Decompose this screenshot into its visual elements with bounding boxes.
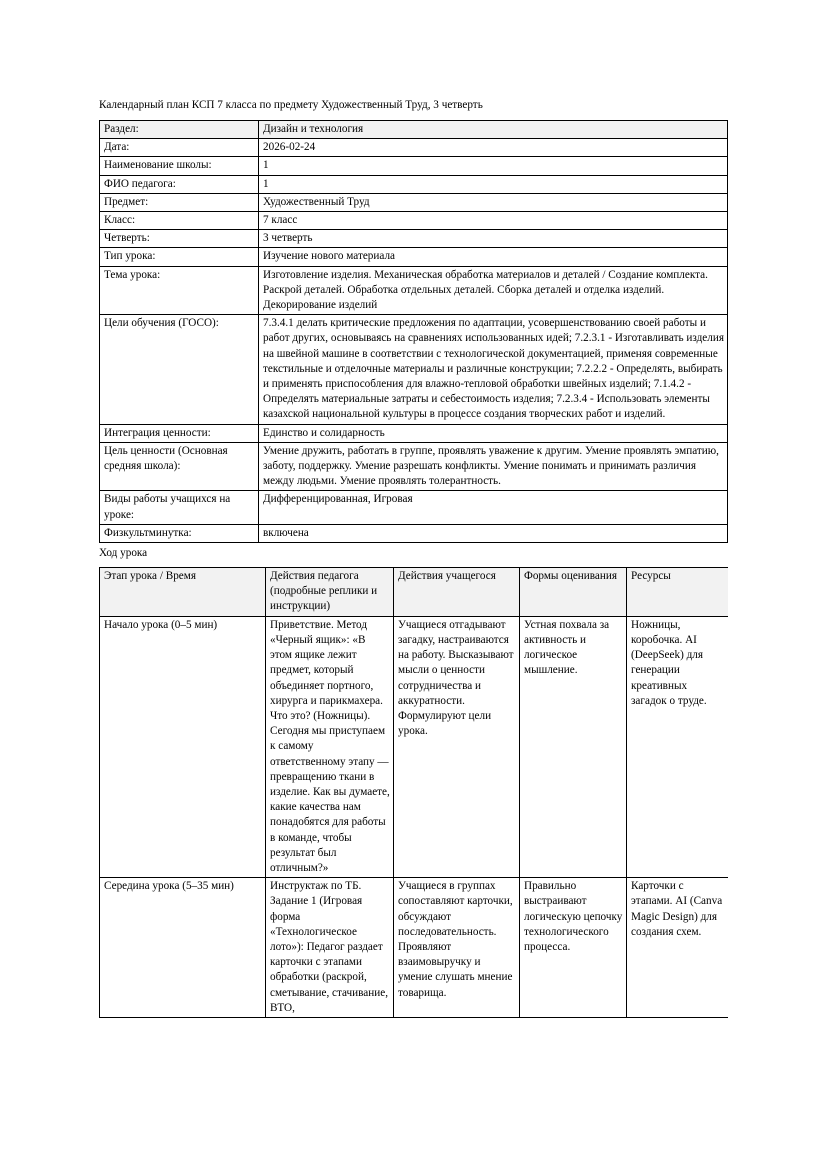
table-row <box>100 878 729 1018</box>
cell-stage: Начало урока (0–5 мин) <box>100 616 266 877</box>
column-header-resources: Ресурсы <box>627 568 729 617</box>
info-value: Дизайн и технология <box>259 121 728 139</box>
cell-student-actions: Учащиеся в группах сопоставляют карточки, обсуждают последовательность. Проявляют взаимовыручку и умение слушать мнение товарища. <box>394 878 520 1018</box>
table-row <box>100 121 728 139</box>
info-label: Раздел: <box>100 121 259 139</box>
table-row <box>100 248 728 266</box>
lesson-flow-table <box>99 567 728 1018</box>
lesson-info-body <box>100 121 728 543</box>
column-header-stage: Этап урока / Время <box>100 568 266 617</box>
info-value: 7 класс <box>259 212 728 230</box>
info-value: Изготовление изделия. Механическая обработка материалов и деталей / Создание комплекта. Раскрой деталей. Обработка отдельных деталей. Сборка деталей и отделка изделий. Декорирование изделий <box>259 266 728 315</box>
info-label: Тип урока: <box>100 248 259 266</box>
section-caption-lesson-flow: Ход урока <box>99 547 148 560</box>
cell-student-actions: Учащиеся отгадывают загадку, настраиваются на работу. Высказывают мысли о ценности сотрудничества и аккуратности. Формулируют цели урока. <box>394 616 520 877</box>
table-row <box>100 193 728 211</box>
info-label: Тема урока: <box>100 266 259 315</box>
info-label: Четверть: <box>100 230 259 248</box>
table-row <box>100 491 728 524</box>
table-row <box>100 230 728 248</box>
info-label: Интеграция ценности: <box>100 424 259 442</box>
table-row <box>100 524 728 542</box>
cell-teacher-actions: Инструктаж по ТБ. Задание 1 (Игровая форма «Технологическое лото»): Педагог раздает карточки с этапами обработки (раскрой, сметывание, стачивание, ВТО, <box>266 878 394 1018</box>
cell-resources: Карточки с этапами. AI (Canva Magic Design) для создания схем. <box>627 878 729 1018</box>
info-label: Виды работы учащихся на уроке: <box>100 491 259 524</box>
info-value: 7.3.4.1 делать критические предложения по адаптации, усовершенствованию своей работы и работ других, основываясь на сравнениях использованных идей; 7.2.3.1 - Изготавливать изделия на швейной машине в соответствии с технологической документацией, применяя современные текстильные и отделочные материалы и различные конструкции; 7.2.2.2 - Определять, выбирать и применять приспособления для влажно-тепловой обработки швейных изделий; 7.1.4.2 - Определять материальные затраты и себестоимость изделия; 7.2.3.4 - Использовать элементы казахской национальной культуры в процессе создания творческих работ и изделий. <box>259 315 728 424</box>
table-row <box>100 442 728 491</box>
table-header-row <box>100 568 729 617</box>
info-value: 1 <box>259 175 728 193</box>
cell-resources: Ножницы, коробочка. AI (DeepSeek) для генерации креативных загадок о труде. <box>627 616 729 877</box>
info-label: Цель ценности (Основная средняя школа): <box>100 442 259 491</box>
table-row <box>100 212 728 230</box>
info-value: 3 четверть <box>259 230 728 248</box>
cell-assessment: Правильно выстраивают логическую цепочку технологического процесса. <box>520 878 627 1018</box>
lesson-flow-head <box>100 568 729 617</box>
info-label: Предмет: <box>100 193 259 211</box>
table-row <box>100 266 728 315</box>
column-header-student-actions: Действия учащегося <box>394 568 520 617</box>
page-title: Календарный план КСП 7 класса по предмету Художественный Труд, 3 четверть <box>99 99 483 111</box>
info-value: 2026-02-24 <box>259 139 728 157</box>
lesson-flow-clip <box>99 567 728 1027</box>
table-row <box>100 157 728 175</box>
info-value: Художественный Труд <box>259 193 728 211</box>
cell-teacher-actions: Приветствие. Метод «Черный ящик»: «В этом ящике лежит предмет, который объединяет портного, хирурга и парикмахера. Что это? (Ножницы). Сегодня мы приступаем к самому ответственному этапу — превращению ткани в изделие. Как вы думаете, какие качества нам понадобятся для работы в команде, чтобы результат был отличным?» <box>266 616 394 877</box>
info-label: Физкультминутка: <box>100 524 259 542</box>
table-row <box>100 424 728 442</box>
column-header-assessment-forms: Формы оценивания <box>520 568 627 617</box>
info-label: Наименование школы: <box>100 157 259 175</box>
cell-stage: Середина урока (5–35 мин) <box>100 878 266 1018</box>
column-header-teacher-actions: Действия педагога (подробные реплики и инструкции) <box>266 568 394 617</box>
info-label: Цели обучения (ГОСО): <box>100 315 259 424</box>
table-row <box>100 315 728 424</box>
table-row <box>100 616 729 877</box>
info-value: Изучение нового материала <box>259 248 728 266</box>
lesson-flow-body <box>100 616 729 1017</box>
table-row <box>100 139 728 157</box>
info-value: Дифференцированная, Игровая <box>259 491 728 524</box>
info-value: 1 <box>259 157 728 175</box>
info-value: включена <box>259 524 728 542</box>
lesson-info-table <box>99 120 728 543</box>
info-value: Умение дружить, работать в группе, проявлять уважение к другим. Умение проявлять эмпатию, заботу, поддержку. Умение разрешать конфликты. Умение понимать и принимать различия между людьми. Умение проявлять толерантность. <box>259 442 728 491</box>
table-row <box>100 175 728 193</box>
info-label: Класс: <box>100 212 259 230</box>
info-label: ФИО педагога: <box>100 175 259 193</box>
info-label: Дата: <box>100 139 259 157</box>
info-value: Единство и солидарность <box>259 424 728 442</box>
cell-assessment: Устная похвала за активность и логическое мышление. <box>520 616 627 877</box>
